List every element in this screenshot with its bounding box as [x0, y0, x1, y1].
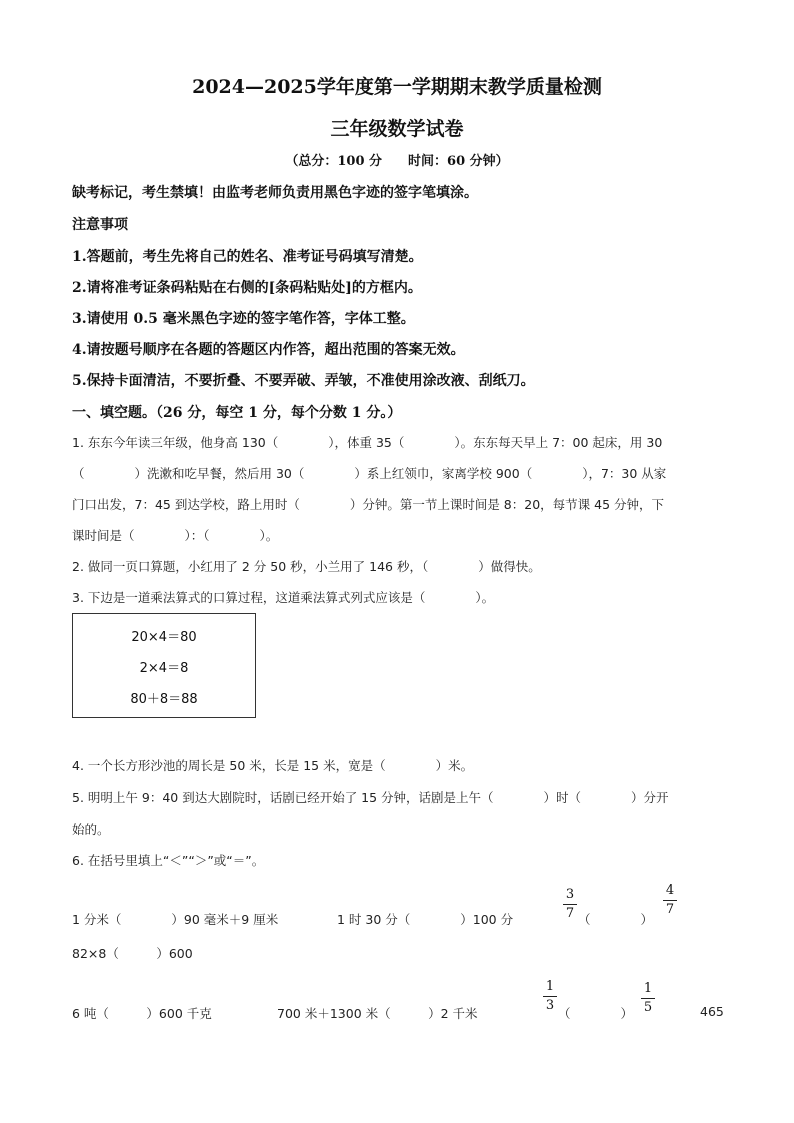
fraction-denominator: 3 [545, 998, 555, 1013]
fraction-denominator: 7 [665, 902, 675, 917]
calculation-step: 80＋8＝88 [130, 692, 198, 707]
fraction-denominator: 7 [565, 906, 575, 921]
compare-item: 465 [700, 1004, 724, 1019]
exam-subtitle: 三年级数学试卷 [330, 118, 464, 140]
exam-meta: （总分：100 分 时间：60 分钟） [285, 154, 509, 169]
fraction-numerator: 4 [665, 883, 675, 898]
compare-item: 82×8（ ）600 [72, 946, 193, 961]
question-1-line: 课时间是（ ）：（ ）。 [72, 528, 279, 543]
question-1-line: 门口出发，7：45 到达学校，路上用时（ ）分钟。第一节上课时间是 8：20，每节课 45 分钟，下 [72, 497, 665, 512]
compare-item: 1 时 30 分（ ）100 分 [337, 912, 514, 927]
notice-item: 4.请按题号顺序在各题的答题区内作答，超出范围的答案无效。 [72, 342, 465, 358]
fraction-denominator: 5 [643, 1000, 653, 1015]
question-5-line: 始的。 [72, 822, 110, 837]
question-5-line: 5. 明明上午 9：40 到达大剧院时，话剧已经开始了 15 分钟，话剧是上午（ ）时（ ）分开 [72, 790, 669, 805]
absent-notice: 缺考标记，考生禁填！由监考老师负责用黑色字迹的签字笔填涂。 [72, 185, 478, 201]
notice-item: 5.保持卡面清洁，不要折叠、不要弄破、弄皱，不准使用涂改液、刮纸刀。 [72, 373, 535, 389]
question-6: 6. 在括号里填上“＜”“＞”或“＝”。 [72, 853, 265, 868]
fraction-numerator: 1 [545, 979, 555, 994]
fraction [563, 888, 577, 921]
fraction [641, 982, 655, 1015]
question-4: 4. 一个长方形沙池的周长是 50 米，长是 15 米，宽是（ ）米。 [72, 758, 474, 773]
compare-blank: （ ） [558, 1006, 634, 1021]
compare-item: 700 米＋1300 米（ ）2 千米 [277, 1006, 478, 1021]
notice-item: 3.请使用 0.5 毫米黑色字迹的签字笔作答，字体工整。 [72, 311, 415, 327]
question-1-line: （ ）洗漱和吃早餐，然后用 30（ ）系上红领巾，家离学校 900（ ），7：30 从家 [72, 466, 667, 481]
section-heading: 一、填空题。（26 分，每空 1 分，每个分数 1 分。） [72, 405, 402, 421]
notice-item: 2.请将准考证条码粘贴在右侧的[条码粘贴处]的方框内。 [72, 280, 422, 296]
notice-heading: 注意事项 [72, 217, 128, 233]
compare-item: 6 吨（ ）600 千克 [72, 1006, 212, 1021]
question-1-line: 1. 东东今年读三年级，他身高 130（ ），体重 35（ ）。东东每天早上 7：00 起床，用 30 [72, 435, 663, 450]
fraction-numerator: 3 [565, 887, 575, 902]
exam-title: 2024—2025学年度第一学期期末教学质量检测 [192, 76, 602, 98]
calculation-step: 2×4＝8 [139, 661, 189, 676]
compare-item: 1 分米（ ）90 毫米＋9 厘米 [72, 912, 279, 927]
question-3: 3. 下边是一道乘法算式的口算过程，这道乘法算式列式应该是（ ）。 [72, 590, 495, 605]
fraction-numerator: 1 [643, 981, 653, 996]
fraction [663, 884, 677, 917]
fraction [543, 980, 557, 1013]
calculation-step: 20×4＝80 [131, 630, 197, 645]
compare-blank: （ ） [578, 912, 654, 927]
notice-item: 1.答题前，考生先将自己的姓名、准考证号码填写清楚。 [72, 249, 423, 265]
calculation-box [72, 613, 256, 718]
question-2: 2. 做同一页口算题，小红用了 2 分 50 秒，小兰用了 146 秒，（ ）做得快。 [72, 559, 541, 574]
